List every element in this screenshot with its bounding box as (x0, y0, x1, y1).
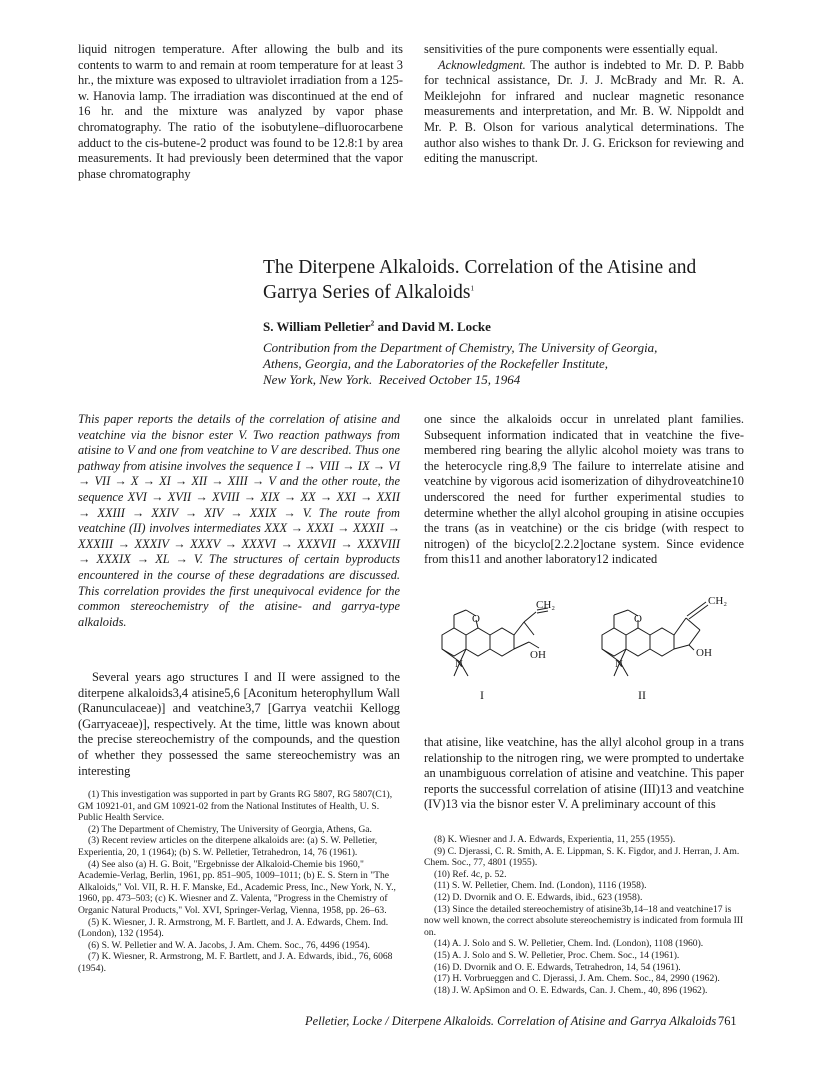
affiliation-line-3: New York, New York. (263, 372, 373, 387)
title-line-2: Garrya Series of Alkaloids (263, 282, 471, 303)
footnote: (3) Recent review articles on the diterpene alkaloids are: (a) S. W. Pelletier, Experientia, 20, 1 (1964); (b) S. W. Pelletier, Tetrahedron, 14, 76 (1961). (78, 835, 378, 858)
chemical-structures (424, 590, 744, 705)
prev-article-left-column (78, 42, 403, 182)
acknowledgment-text: The author is indebted to Mr. D. P. Babb for technical assistance, Dr. J. J. McBrady and Mr. R. A. Meiklejohn for infrared and nuclear magnetic resonance measurements and interpretation, and Mr. B. W. Nippoldt and Mr. P. B. Olson for various analytical determinations. The author also wishes to thank Dr. J. G. Erickson for reviewing and editing the manuscript. (424, 57, 745, 166)
structure-I-ch2: CH₂ (536, 599, 556, 611)
page-number: 761 (718, 1014, 737, 1028)
footnote: (10) Ref. 4c, p. 52. (434, 868, 507, 880)
structure-I-oh: OH (530, 649, 546, 661)
structure-I-oxygen: O (472, 613, 480, 625)
footnote: (14) A. J. Solo and S. W. Pelletier, Chem. Ind. (London), 1108 (1960). (434, 938, 704, 950)
footnote: (2) The Department of Chemistry, The University of Georgia, Athens, Ga. (88, 823, 372, 835)
author-conjunction: and (374, 319, 402, 334)
prev-article-right-column (424, 42, 744, 167)
body-left-column (78, 670, 400, 779)
structure-label-II: II (638, 688, 646, 702)
footnote: (4) See also (a) H. G. Boit, "Ergebnisse der Alkaloid-Chemie bis 1960," Academie-Verlag, Berlin, 1961, pp. 851–905, 1009–1011; (b) E. S. Stern in "The Alkaloids," Vol. VII, R. H. F. Manske, Ed., Academic Press, Inc., New York, N. Y., 1960, pp. 473–503; (c) K. Wiesner and Z. Valenta, "Progress in the Chemistry of Organic Natural Products," Vol. XVI, Springer-Verlag, Vienna, 1958, pp. 26–63. (78, 858, 396, 916)
body-paragraph-1: Several years ago structures I and II were assigned to the diterpene alkaloids3,4 atisine5,6 [Aconitum heterophyllum Wall (Ranunculaceae)] and veatchine3,7 [Garrya veatchii Kellogg (Garryaceae)], respectively. At the time, little was known about the precise stereochemistry of the compounds, and the question of whether they possessed the same stereochemistry was an interesting (78, 670, 400, 778)
footnote: (9) C. Djerassi, C. R. Smith, A. E. Lippman, S. K. Figdor, and J. Herran, J. Am. Chem. Soc., 77, 4801 (1955). (424, 845, 740, 869)
author-1-footnote-mark: 2 (370, 318, 375, 328)
prev-article-text: liquid nitrogen temperature. After allowing the bulb and its contents to warm to and remain at room temperature for at least 3 hr., the mixture was exposed to ultraviolet irradiation from a 125-w. Hanovia lamp. The irradiation was discontinued at the end of 16 hr. and the mixture was analyzed by vapor phase chromatography. The ratio of the isobutylene–difluorocarbene adduct to the cis-butene-2 product was found to be 12.8:1 by area measurements. It had previously been determined that the vapor phase chromatography (78, 42, 403, 181)
footnote: (13) Since the detailed stereochemistry of atisine3b,14–18 and veatchine17 is now well known, the correct absolute stereochemistry is indicated from formula III on. (424, 903, 744, 938)
footnotes-right (424, 834, 744, 996)
body-right-column-top (424, 412, 744, 568)
title-footnote-mark: 1 (470, 283, 475, 293)
article-title (263, 255, 763, 305)
author-1: S. William Pelletier (263, 319, 371, 334)
structure-II-nitrogen: N (615, 658, 623, 670)
footnote: (5) K. Wiesner, J. R. Armstrong, M. F. Bartlett, and J. A. Edwards, Chem. Ind. (London), 132 (1954). (78, 916, 389, 940)
footnote: (8) K. Wiesner and J. A. Edwards, Experientia, 11, 255 (1955). (434, 834, 676, 845)
body-paragraph-1-continued: one since the alkaloids occur in unrelated plant families. Subsequent information indicated that in veatchine the five-membered ring bearing the allylic alcohol moiety was trans to the heterocycle ring.8,9 The failure to interrelate atisine and veatchine by vigorous acid isomerization of dihydroveatchine10 underscored the need for further experimental studies to determine whether the allyl alcohol grouping in atisine occupies the trans (as in veatchine) or the cis bridge (with respect to nitrogen) of the bicyclo[2.2.2]octane system. Since evidence from this11 and another laboratory12 indicated (424, 412, 744, 567)
affiliation-line-1: Contribution from the Department of Chemistry, The University of Georgia, (263, 340, 658, 355)
structure-II-oh: OH (696, 647, 712, 659)
footnote: (12) D. Dvornik and O. E. Edwards, ibid., 623 (1958). (434, 891, 643, 903)
acknowledgment (424, 58, 744, 167)
footnote: (15) A. J. Solo and S. W. Pelletier, Proc. Chem. Soc., 14 (1961). (434, 949, 680, 961)
structure-label-I: I (480, 688, 484, 702)
footnote: (17) H. Vorbrueggen and C. Djerassi, J. Am. Chem. Soc., 84, 2990 (1962). (434, 973, 720, 985)
acknowledgment-label: Acknowledgment. (438, 57, 526, 72)
received-date: Received October 15, 1964 (378, 372, 521, 387)
authors (263, 319, 491, 335)
running-head: Pelletier, Locke / Diterpene Alkaloids. Correlation of Atisine and Garrya Alkaloids (305, 1014, 717, 1028)
affiliation-line-2: Athens, Georgia, and the Laboratories of the Rockefeller Institute, (263, 356, 609, 371)
prev-article-text-end: sensitivities of the pure components were essentially equal. (424, 42, 718, 56)
body-paragraph-2: that atisine, like veatchine, has the allyl alcohol group in a trans relationship to the nitrogen ring, we were prompted to undertake an unambiguous correlation of atisine and veatchine. This paper reports the successful correlation of atisine (III)13 and veatchine (IV)13 via the bisnor ester V. A preliminary account of this (424, 735, 744, 812)
body-right-column-bottom (424, 735, 744, 813)
affiliation (263, 340, 743, 388)
footnote: (18) J. W. ApSimon and O. E. Edwards, Can. J. Chem., 40, 896 (1962). (434, 984, 708, 996)
author-2: David M. Locke (401, 319, 491, 334)
structure-II-ch2: CH₂ (708, 595, 728, 607)
title-line-1: The Diterpene Alkaloids. Correlation of the Atisine and (263, 257, 697, 278)
footnote: (7) K. Wiesner, R. Armstrong, M. F. Bartlett, and J. A. Edwards, ibid., 76, 6068 (1954). (78, 951, 393, 974)
footnote: (1) This investigation was supported in part by Grants RG 5807, RG 5807(C1), GM 10921-01, and GM 10921-02 from the National Institutes of Health, U. S. Public Health Service. (78, 789, 393, 824)
abstract: This paper reports the details of the correlation of atisine and veatchine via the bisnor ester V. Two reaction pathways from atisine to V and one from veatchine to V are described. Thus one pathway from atisine involves the sequence I → VIII → IX → VI → VII → X → XI → XII → XIII → V and the other route, the sequence XVI → XVII → XVIII → XIX → XX → XXI → XXII → XXIII → XXIV → XIV → XXIX → V. The route from veatchine (II) involves intermediates XXX → XXXI → XXXII → XXXIII → XXXIV → XXXV → XXXVI → XXXVII → XXXVIII → XXXIX → XL → V. The structures of certain byproducts encountered in the course of these degradations are discussed. This correlation provides the first unequivocal evidence for the common stereochemistry of the atisine- and garrya-type alkaloids. (78, 412, 400, 629)
structure-I-nitrogen: N (455, 658, 463, 670)
footnote: (6) S. W. Pelletier and W. A. Jacobs, J. Am. Chem. Soc., 76, 4496 (1954). (88, 939, 370, 951)
structure-II-oxygen: O (634, 613, 642, 625)
footnote: (16) D. Dvornik and O. E. Edwards, Tetrahedron, 14, 54 (1961). (434, 961, 681, 973)
footnotes-left (78, 789, 400, 975)
footnote: (11) S. W. Pelletier, Chem. Ind. (London), 1116 (1958). (434, 880, 647, 892)
